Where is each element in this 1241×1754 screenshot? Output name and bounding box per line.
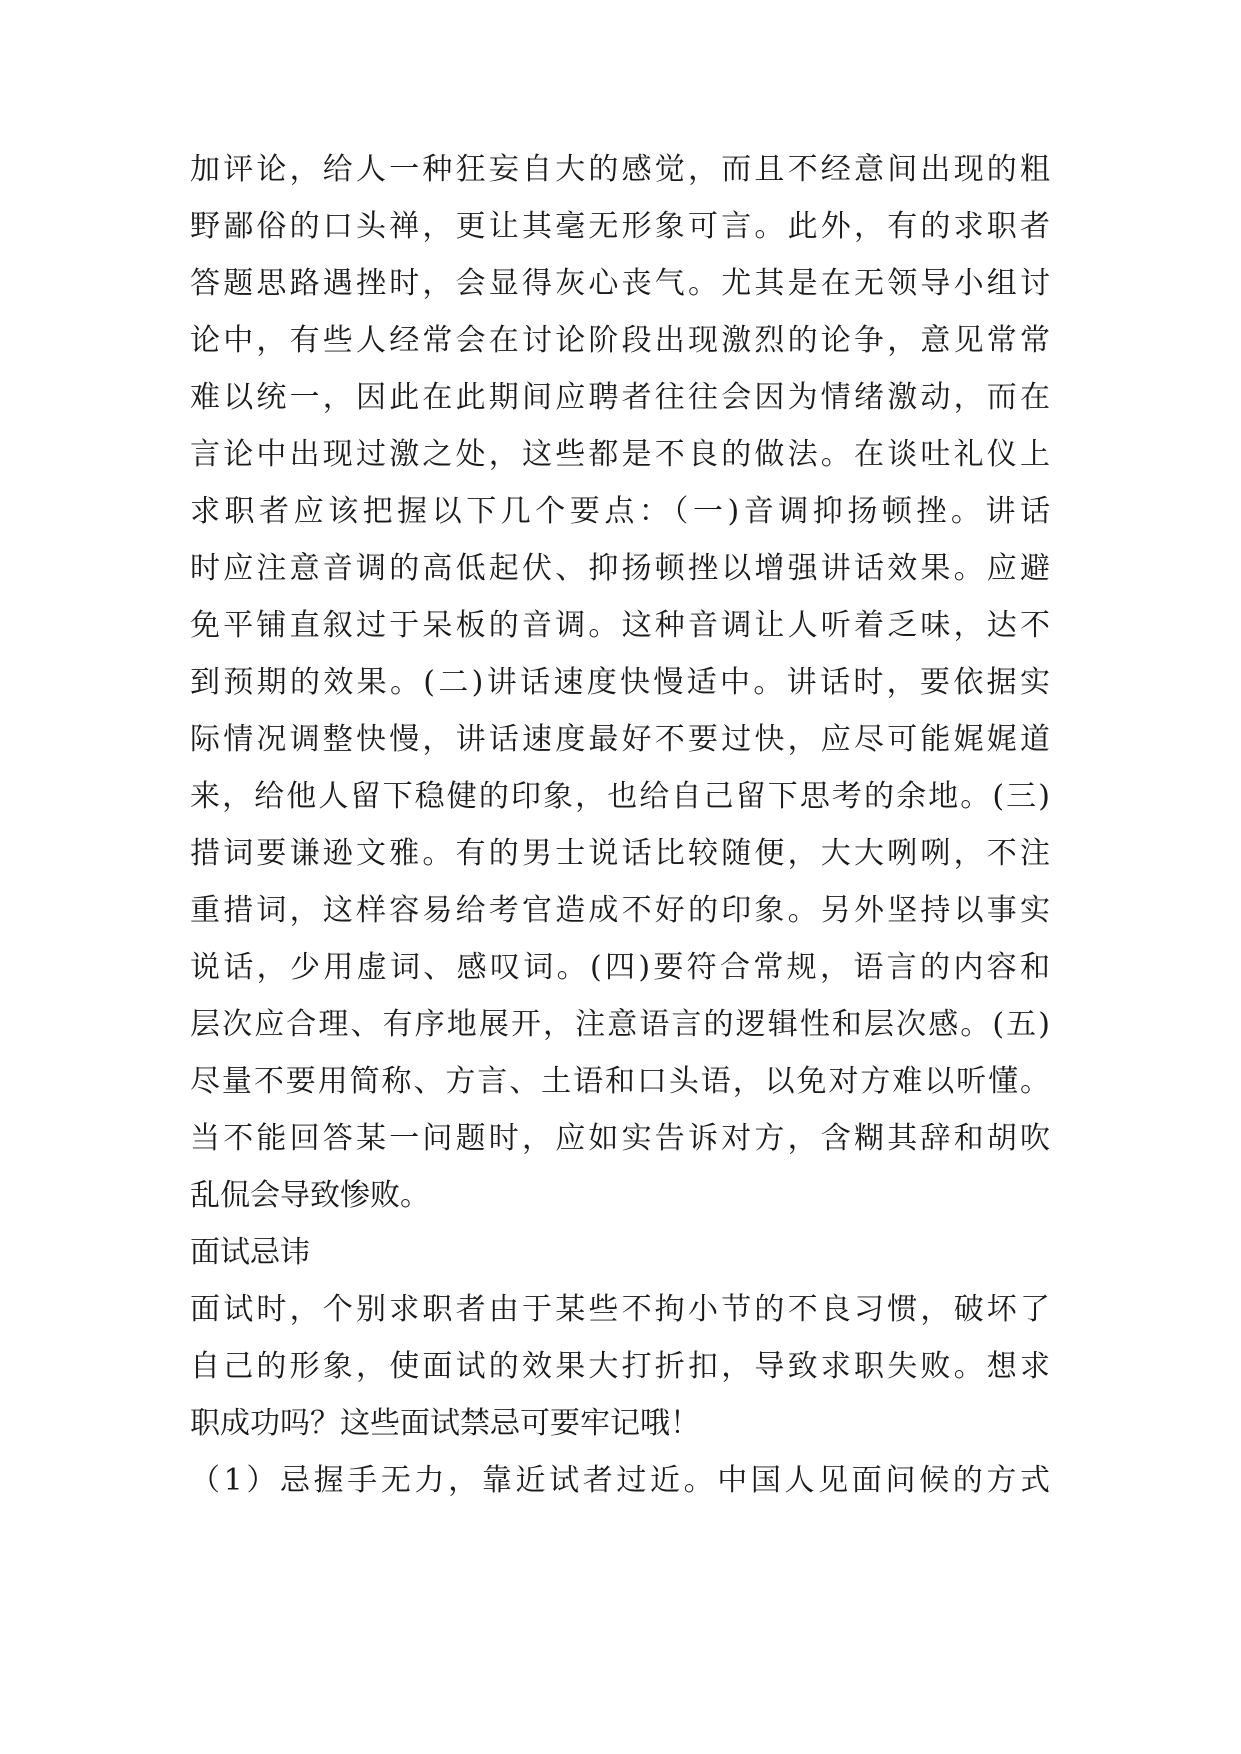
paragraph-line: 层次应合理、有序地展开，注意语言的逻辑性和层次感。(五) [190,1007,1050,1042]
paragraph-line: 乱侃会导致惨败。 [190,1178,430,1213]
section-heading: 面试忌讳 [190,1235,310,1270]
paragraph-line: 自己的形象，使面试的效果大打折扣，导致求职失败。想求 [190,1349,1050,1384]
paragraph-line: 当不能回答某一问题时，应如实告诉对方，含糊其辞和胡吹 [190,1121,1050,1156]
paragraph-line: 职成功吗？这些面试禁忌可要牢记哦！ [190,1406,700,1441]
paragraph-line: 尽量不要用简称、方言、土语和口头语，以免对方难以听懂。 [190,1064,1050,1099]
paragraph-line: 论中，有些人经常会在讨论阶段出现激烈的论争，意见常常 [190,323,1050,358]
paragraph-line: 加评论，给人一种狂妄自大的感觉，而且不经意间出现的粗 [190,152,1050,187]
paragraph-line: 措词要谦逊文雅。有的男士说话比较随便，大大咧咧，不注 [190,836,1050,871]
paragraph-line: 野鄙俗的口头禅，更让其毫无形象可言。此外，有的求职者 [190,209,1050,244]
paragraph-line: 到预期的效果。(二)讲话速度快慢适中。讲话时，要依据实 [190,665,1050,700]
paragraph-line: 时应注意音调的高低起伏、抑扬顿挫以增强讲话效果。应避 [190,551,1050,586]
paragraph-line: 答题思路遇挫时，会显得灰心丧气。尤其是在无领导小组讨 [190,266,1050,301]
paragraph-line: 求职者应该把握以下几个要点：（一)音调抑扬顿挫。讲话 [190,494,1050,529]
paragraph-line: 说话，少用虚词、感叹词。(四)要符合常规，语言的内容和 [190,950,1050,985]
paragraph-line: （1）忌握手无力，靠近试者过近。中国人见面问候的方式 [190,1463,1050,1498]
paragraph-line: 面试时，个别求职者由于某些不拘小节的不良习惯，破坏了 [190,1292,1050,1327]
paragraph-line: 来，给他人留下稳健的印象，也给自己留下思考的余地。(三) [190,779,1050,814]
paragraph-line: 免平铺直叙过于呆板的音调。这种音调让人听着乏味，达不 [190,608,1050,643]
paragraph-line: 重措词，这样容易给考官造成不好的印象。另外坚持以事实 [190,893,1050,928]
paragraph-line: 难以统一，因此在此期间应聘者往往会因为情绪激动，而在 [190,380,1050,415]
paragraph-line: 际情况调整快慢，讲话速度最好不要过快，应尽可能娓娓道 [190,722,1050,757]
paragraph-line: 言论中出现过激之处，这些都是不良的做法。在谈吐礼仪上 [190,437,1050,472]
